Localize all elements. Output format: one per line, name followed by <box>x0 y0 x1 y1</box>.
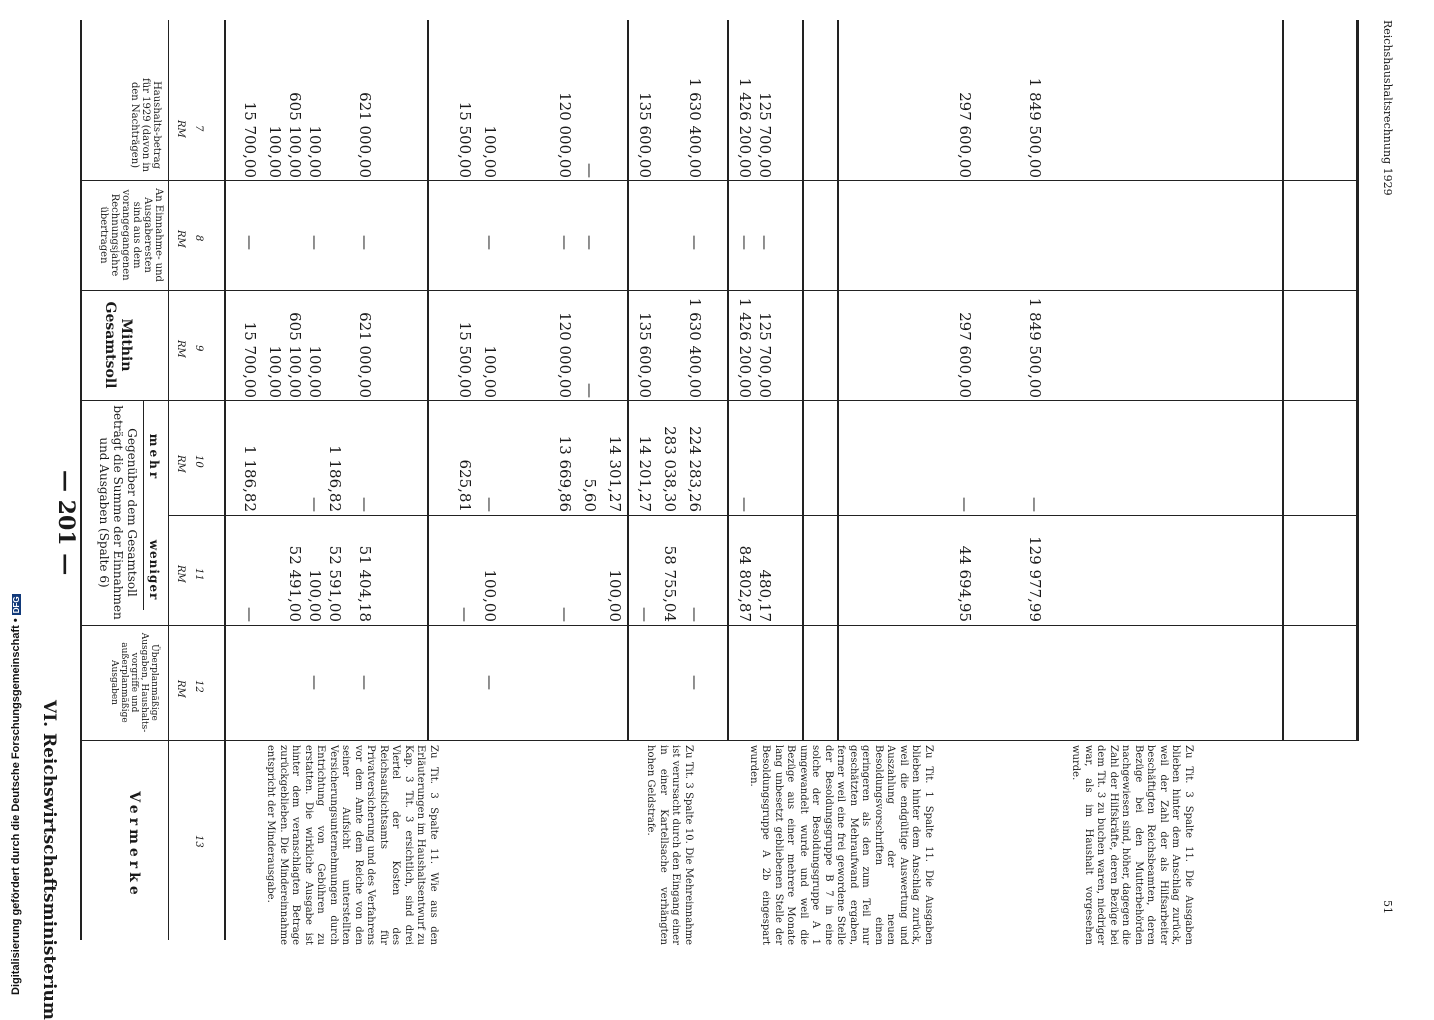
cell-c10-row-5: 1 186,82 <box>326 445 344 512</box>
cell-c7-row-17: 297 600,00 <box>956 92 974 178</box>
note-tit3-col10: Zu Tit. 3 Spalte 10. Die Mehreinnahme ist verursacht durch den Eingang einer in einer Kartellsache verhängten hohen Geldstrafe. <box>645 745 694 945</box>
cell-c7-row-9: 120 000,00 <box>556 92 574 178</box>
col-header-group-title: Gegenüber dem Gesamtsoll beträgt die Summe der Einnahmen und Ausgaben (Spalte 6) <box>97 405 139 620</box>
cell-c10-row-18: — <box>1026 497 1044 512</box>
cell-c11-row-7: — <box>456 607 474 622</box>
col-divider-3 <box>82 400 1359 401</box>
cell-c9-row-1: 15 700,00 <box>241 321 259 398</box>
cell-c9-row-18: 1 849 500,00 <box>1026 297 1044 398</box>
section-rule-1 <box>224 20 226 940</box>
cell-c12-row-8: — <box>481 675 499 690</box>
section-rule-6 <box>837 20 839 740</box>
col-header-10: mehr <box>147 433 161 482</box>
cell-c11-row-13: 58 755,04 <box>661 545 679 622</box>
col-header-7-title: Haushalts-betrag für 1929 (davon in den Nachträgen) <box>129 78 162 172</box>
cell-c11-row-15: 84 802,87 <box>736 545 754 622</box>
cell-c11-row-16: 480,17 <box>756 569 774 622</box>
funding-credit-text: Digitalisierung gefördert durch die Deutsche Forschungsgemeinschaft <box>10 625 22 995</box>
cell-c9-row-10: — <box>581 383 599 398</box>
section-rule-3 <box>627 20 629 740</box>
section-rule-2 <box>427 20 429 740</box>
dfg-logo: DFG <box>12 596 21 614</box>
section-rule-7 <box>1282 20 1284 740</box>
cell-c10-row-11: 14 301,27 <box>606 435 624 512</box>
unit-7: RM <box>175 120 186 138</box>
col-divider-6 <box>82 740 1359 741</box>
cell-c9-row-2: 100,00 <box>266 345 284 398</box>
cell-c9-row-14: 1 630 400,00 <box>686 297 704 398</box>
cell-c9-row-17: 297 600,00 <box>956 312 974 398</box>
cell-c7-row-10: — <box>581 163 599 178</box>
cell-c7-row-6: 621 000,00 <box>356 92 374 178</box>
cell-c9-row-7: 15 500,00 <box>456 321 474 398</box>
cell-c11-row-3: 52 491,00 <box>286 545 304 622</box>
cell-c11-row-14: — <box>686 607 704 622</box>
colnum-11: 11 <box>193 568 204 581</box>
cell-c10-row-6: — <box>356 497 374 512</box>
cell-c8-row-14: — <box>686 235 704 250</box>
cell-c9-row-6: 621 000,00 <box>356 312 374 398</box>
col-divider-5 <box>82 625 1359 626</box>
cell-c8-row-4: — <box>306 235 324 250</box>
cell-c10-row-1: 1 186,82 <box>241 445 259 512</box>
cell-c8-row-1: — <box>241 235 259 250</box>
cell-c7-row-4: 100,00 <box>306 125 324 178</box>
cell-c11-row-5: 52 591,00 <box>326 545 344 622</box>
unit-8: RM <box>175 230 186 248</box>
cell-c11-row-12: — <box>636 607 654 622</box>
cell-c10-row-7: 625,81 <box>456 459 474 512</box>
note-tit3-col11-b: Zu Tit. 3 Spalte 11. Die Ausgaben blieben hinter dem Anschlag zurück, weil der Zahl der als Hilfsarbeiter beschäftigten Reichsbeamten, deren Bezüge bei den Mutterbehörden nachgewiesen sind, höher, dagegen die Zahl der Hilfskräfte, deren Bezüge bei dem Tit. 3 zu buchen waren, niedriger war, als im Haushalt vorgesehen wurde. <box>1070 745 1194 945</box>
cell-c12-row-14: — <box>686 675 704 690</box>
colnum-7: 7 <box>193 125 204 132</box>
cell-c7-row-8: 100,00 <box>481 125 499 178</box>
cell-c10-row-4: — <box>306 497 324 512</box>
cell-c7-row-16: 125 700,00 <box>756 92 774 178</box>
ministry-title: VI. Reichswirtschaftsministerium <box>39 700 59 1020</box>
colnum-13: 13 <box>193 835 204 848</box>
header-rule <box>168 20 169 940</box>
table-bottom-rule <box>1356 20 1359 740</box>
col-header-7 <box>129 75 162 175</box>
cell-c11-row-8: 100,00 <box>481 569 499 622</box>
cell-c10-row-9: 13 669,86 <box>556 435 574 512</box>
col-header-9 <box>102 295 134 395</box>
cell-c9-row-12: 135 600,00 <box>636 312 654 398</box>
cell-c11-row-9: — <box>556 607 574 622</box>
cell-c11-row-6: 51 404,18 <box>356 545 374 622</box>
cell-c12-row-6: — <box>356 675 374 690</box>
col-header-10-11-group <box>97 405 139 620</box>
cell-c11-row-17: 44 694,95 <box>956 545 974 622</box>
cell-c9-row-15: 1 426 200,00 <box>736 297 754 398</box>
cell-c8-row-16: — <box>756 235 774 250</box>
cell-c11-row-11: 100,00 <box>606 569 624 622</box>
col-divider-2 <box>82 290 1359 291</box>
unit-11: RM <box>175 565 186 583</box>
funding-credit: Digitalisierung gefördert durch die Deutsche Forschungsgemeinschaft •DFG <box>10 596 22 995</box>
col-header-11: weniger <box>147 539 161 601</box>
colnum-12: 12 <box>193 680 204 693</box>
cell-c8-row-6: — <box>356 235 374 250</box>
cell-c7-row-14: 1 630 400,00 <box>686 77 704 178</box>
cell-c11-row-1: — <box>241 607 259 622</box>
cell-c10-row-13: 283 038,30 <box>661 426 679 512</box>
cell-c8-row-15: — <box>736 235 754 250</box>
cell-c7-row-15: 1 426 200,00 <box>736 77 754 178</box>
cell-c11-row-18: 129 977,99 <box>1026 536 1044 622</box>
cell-c10-row-12: 14 201,27 <box>636 435 654 512</box>
colnum-10: 10 <box>193 455 204 468</box>
col-header-8-title: An Einnahme- und Ausgaberesten sind aus dem vorangegangenen Rechnungsjahre übertragen <box>98 188 164 282</box>
section-rule-5 <box>802 20 804 740</box>
note-tit1-col11: Zu Tit. 1 Spalte 11. Die Ausgaben blieben hinter dem Anschlag zurück, weil die endgültige Auswertung und Auszahlung der neuen Besoldungsvorschriften einen geringeren als den zum Teil nur geschätzten Mehraufwand ergaben, ferner weil eine frei gewordene Stelle der Besoldungsgruppe B 7 in eine solche der Besoldungsgruppe A 1 umgewandelt wurde und weil die Bezüge aus einer mehrere Monate lang unbesetzt gebliebenen Stelle der Besoldungsgruppe A 2b eingespart wurden. <box>748 745 934 945</box>
cell-c11-row-4: 100,00 <box>306 569 324 622</box>
unit-9: RM <box>175 340 186 358</box>
footer-left: Reichshaushaltsrechnung 1929 <box>1381 20 1394 196</box>
subheader-rule <box>143 400 144 610</box>
cell-c9-row-16: 125 700,00 <box>756 312 774 398</box>
cell-c8-row-8: — <box>481 235 499 250</box>
cell-c7-row-2: 100,00 <box>266 125 284 178</box>
cell-c8-row-9: — <box>556 235 574 250</box>
cell-c7-row-18: 1 849 500,00 <box>1026 77 1044 178</box>
cell-c9-row-3: 605 100,00 <box>286 312 304 398</box>
page-number: — 201 — <box>53 470 79 576</box>
col-divider-1 <box>82 180 1359 181</box>
footer-right: 51 <box>1381 900 1394 914</box>
col-header-8 <box>98 185 164 285</box>
cell-c9-row-9: 120 000,00 <box>556 312 574 398</box>
note-tit3-col11: Zu Tit. 3 Spalte 11. Wie aus den Erläuterungen im Haushaltsentwurf zu Kap. 3 Tit. 3 ersichtlich, sind drei Viertel der Kosten des Reichsaufsichtsamts für Privatversicherung und des Verfahrens vor dem Amte dem Reiche von den seiner Aufsicht unterstellten Versicherungsunternehmungen durch Entrichtung von Gebühren zu erstatten. Die wirkliche Ausgabe ist hinter dem veranschlagten Betrage zurückgeblieben. Die Mindereinnahme entspricht der Minderausgabe. <box>265 745 439 945</box>
colnum-9: 9 <box>193 345 204 352</box>
unit-10: RM <box>175 455 186 473</box>
cell-c10-row-15: — <box>736 497 754 512</box>
col-header-12: Überplanmäßige Ausgaben, Haushalts-vorgriffe und außerplanmäßige Ausgaben <box>109 632 159 733</box>
cell-c10-row-10: 5,60 <box>581 478 599 512</box>
cell-c7-row-7: 15 500,00 <box>456 101 474 178</box>
cell-c9-row-8: 100,00 <box>481 345 499 398</box>
cell-c9-row-4: 100,00 <box>306 345 324 398</box>
col-divider-4 <box>169 515 1359 516</box>
cell-c7-row-3: 605 100,00 <box>286 92 304 178</box>
cell-c8-row-10: — <box>581 235 599 250</box>
col-header-9-title: Mithin Gesamtsoll <box>102 301 134 389</box>
cell-c10-row-17: — <box>956 497 974 512</box>
table-top-rule <box>80 20 82 940</box>
cell-c12-row-4: — <box>306 675 324 690</box>
colnum-8: 8 <box>193 235 204 242</box>
unit-12: RM <box>175 680 186 698</box>
cell-c7-row-1: 15 700,00 <box>241 101 259 178</box>
cell-c10-row-8: — <box>481 497 499 512</box>
cell-c10-row-14: 224 283,26 <box>686 426 704 512</box>
section-rule-4 <box>727 20 729 740</box>
col-header-13: Vermerke <box>126 791 142 899</box>
cell-c7-row-12: 135 600,00 <box>636 92 654 178</box>
